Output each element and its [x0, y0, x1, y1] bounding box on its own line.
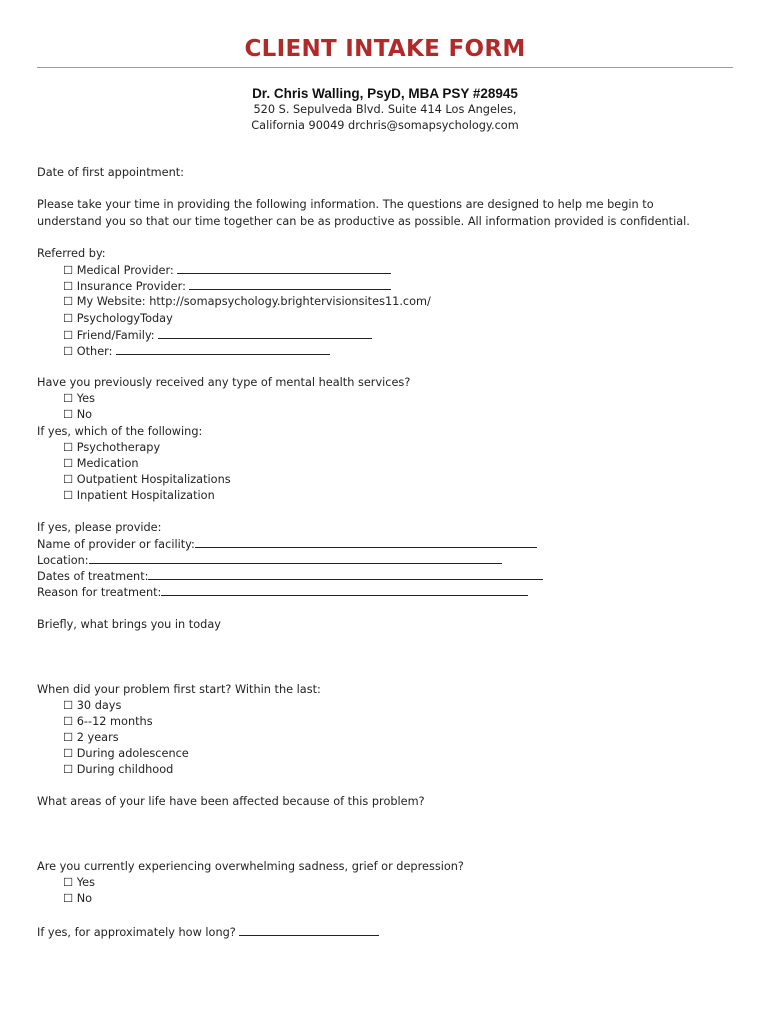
- checkbox[interactable]: ☐: [63, 312, 74, 325]
- option-label: Outpatient Hospitalizations: [76, 473, 231, 486]
- referral-option-medical: [63, 262, 391, 279]
- option-label: My Website: http://somapsychology.brightervisionsites11.com/: [76, 295, 431, 308]
- referral-option-psychologytoday: [63, 311, 173, 327]
- option-label: Insurance Provider:: [76, 280, 186, 293]
- checkbox[interactable]: ☐: [63, 747, 74, 760]
- option-label: During adolescence: [76, 747, 189, 760]
- how-long-field: [37, 924, 379, 941]
- field-label: Location:: [37, 554, 89, 567]
- provider-name-line[interactable]: [195, 536, 537, 548]
- checkbox[interactable]: ☐: [63, 295, 74, 308]
- how-long-line[interactable]: [239, 924, 379, 936]
- reason-for-treatment-line[interactable]: [161, 584, 528, 596]
- location-field: [37, 552, 502, 569]
- checkbox[interactable]: ☐: [63, 715, 74, 728]
- sadness-option-yes: [63, 875, 95, 891]
- start-option-6-12-months: [63, 714, 153, 730]
- checkbox[interactable]: ☐: [63, 392, 74, 405]
- checkbox[interactable]: ☐: [63, 264, 74, 277]
- address-line-1: 520 S. Sepulveda Blvd. Suite 414 Los Angeles,: [253, 103, 517, 116]
- start-option-30-days: [63, 698, 121, 714]
- referred-by-label: Referred by:: [37, 247, 106, 260]
- field-label: Reason for treatment:: [37, 586, 162, 599]
- address-line-2: California 90049 drchris@somapsychology.com: [251, 119, 519, 132]
- sadness-question: Are you currently experiencing overwhelming sadness, grief or depression?: [37, 860, 464, 873]
- other-line[interactable]: [116, 343, 330, 355]
- start-option-childhood: [63, 762, 173, 778]
- intro-line-1: Please take your time in providing the following information. The questions are designed to help me begin to: [37, 198, 654, 211]
- checkbox[interactable]: ☐: [63, 892, 74, 905]
- intro-line-2: understand you so that our time together can be as productive as possible. All information provided is confidential.: [37, 215, 690, 228]
- referral-option-friend: [63, 327, 372, 344]
- option-label: 2 years: [76, 731, 119, 744]
- checkbox[interactable]: ☐: [63, 876, 74, 889]
- medical-provider-line[interactable]: [177, 262, 391, 274]
- checkbox[interactable]: ☐: [63, 763, 74, 776]
- provider-name-field: [37, 536, 537, 553]
- option-label: No: [76, 408, 93, 421]
- checkbox[interactable]: ☐: [63, 345, 74, 358]
- provider-details-label: If yes, please provide:: [37, 521, 162, 534]
- option-label: Yes: [76, 876, 95, 889]
- service-type-inpatient: [63, 488, 215, 504]
- sadness-option-no: [63, 891, 92, 907]
- checkbox[interactable]: ☐: [63, 489, 74, 502]
- dates-of-treatment-field: [37, 568, 543, 585]
- previous-services-question: Have you previously received any type of mental health services?: [37, 376, 411, 389]
- previous-option-no: [63, 407, 92, 423]
- option-label: PsychologyToday: [76, 312, 173, 325]
- referral-option-insurance: [63, 278, 391, 295]
- option-label: During childhood: [76, 763, 174, 776]
- location-line[interactable]: [89, 552, 502, 564]
- start-option-2-years: [63, 730, 119, 746]
- option-label: Medical Provider:: [76, 264, 174, 277]
- brings-you-in-question: Briefly, what brings you in today: [37, 618, 221, 631]
- option-label: No: [76, 892, 93, 905]
- title-divider: [37, 67, 733, 68]
- option-label: Yes: [76, 392, 95, 405]
- previous-option-yes: [63, 391, 95, 407]
- option-label: 6--12 months: [76, 715, 153, 728]
- option-label: Inpatient Hospitalization: [76, 489, 215, 502]
- previous-followup-label: If yes, which of the following:: [37, 425, 203, 438]
- option-label: 30 days: [76, 699, 122, 712]
- start-option-adolescence: [63, 746, 189, 762]
- checkbox[interactable]: ☐: [63, 408, 74, 421]
- form-title: CLIENT INTAKE FORM: [244, 36, 526, 62]
- referral-option-other: [63, 343, 330, 360]
- friend-family-line[interactable]: [158, 327, 372, 339]
- service-type-medication: [63, 456, 139, 472]
- field-label: Dates of treatment:: [37, 570, 149, 583]
- service-type-psychotherapy: [63, 440, 160, 456]
- option-label: Other:: [76, 345, 113, 358]
- checkbox[interactable]: ☐: [63, 731, 74, 744]
- checkbox[interactable]: ☐: [63, 699, 74, 712]
- checkbox[interactable]: ☐: [63, 457, 74, 470]
- dates-of-treatment-line[interactable]: [148, 568, 543, 580]
- doctor-name: Dr. Chris Walling, PsyD, MBA PSY #28945: [252, 86, 518, 101]
- reason-for-treatment-field: [37, 584, 528, 601]
- service-type-outpatient: [63, 472, 231, 488]
- checkbox[interactable]: ☐: [63, 329, 74, 342]
- checkbox[interactable]: ☐: [63, 441, 74, 454]
- areas-affected-question: What areas of your life have been affected because of this problem?: [37, 795, 425, 808]
- field-label: Name of provider or facility:: [37, 538, 195, 551]
- problem-start-question: When did your problem first start? Within the last:: [37, 683, 321, 696]
- referral-option-website: [63, 294, 431, 310]
- checkbox[interactable]: ☐: [63, 280, 74, 293]
- date-first-appointment-label: Date of first appointment:: [37, 166, 184, 179]
- checkbox[interactable]: ☐: [63, 473, 74, 486]
- field-label: If yes, for approximately how long?: [37, 926, 236, 939]
- option-label: Psychotherapy: [76, 441, 161, 454]
- option-label: Medication: [76, 457, 139, 470]
- insurance-provider-line[interactable]: [189, 278, 391, 290]
- option-label: Friend/Family:: [76, 329, 155, 342]
